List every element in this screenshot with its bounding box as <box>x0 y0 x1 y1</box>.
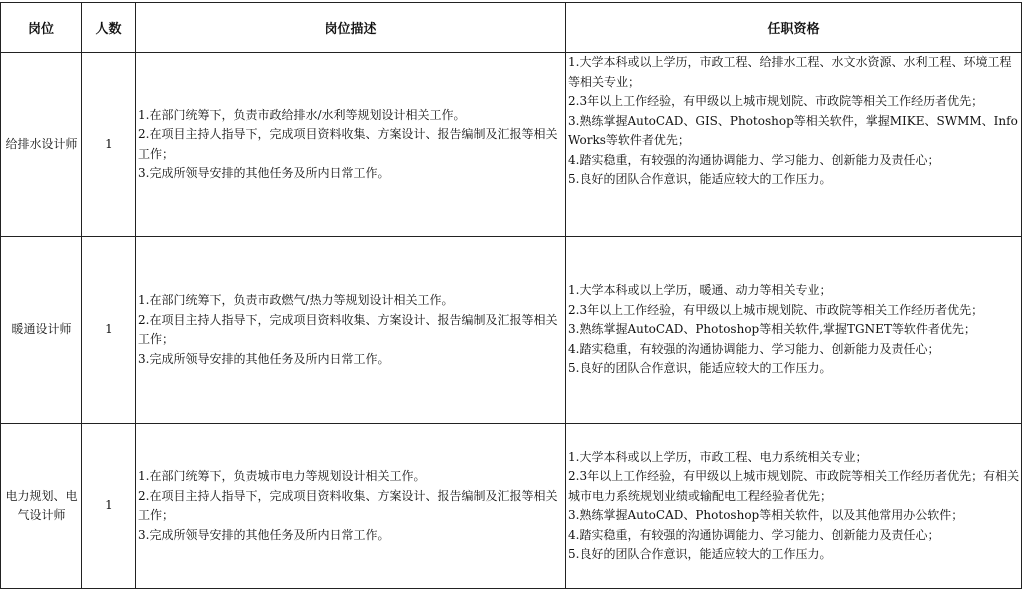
description-cell <box>136 424 566 589</box>
count-cell: 1 <box>82 424 136 589</box>
requirement-line: 3.熟练掌握AutoCAD、Photoshop等相关软件，以及其他常用办公软件； <box>568 508 964 522</box>
description-line: 2.在项目主持人指导下，完成项目资料收集、方案设计、报告编制及汇报等相关工作； <box>138 127 558 161</box>
requirement-line: 3.熟练掌握AutoCAD、Photoshop等相关软件,掌握TGNET等软件者优先； <box>568 322 976 337</box>
description-line: 1.在部门统筹下，负责城市电力等规划设计相关工作。 <box>138 469 426 483</box>
header-count: 人数 <box>82 3 136 53</box>
table-row <box>1 53 1022 237</box>
requirement-line: 4.踏实稳重，有较强的沟通协调能力、学习能力、创新能力及责任心； <box>568 152 940 167</box>
requirement-line: 3.熟练掌握AutoCAD、GIS、Photoshop等相关软件，掌握MIKE、SWMM、InfoWorks等软件者优先； <box>568 113 1018 147</box>
table-row <box>1 424 1022 589</box>
requirement-line: 4.踏实稳重，有较强的沟通协调能力、学习能力、创新能力及责任心； <box>568 527 940 542</box>
description-line: 3.完成所领导安排的其他任务及所内日常工作。 <box>138 527 390 542</box>
requirement-line: 5.良好的团队合作意识，能适应较大的工作压力。 <box>568 547 832 561</box>
job-table <box>0 2 1022 589</box>
requirement-line: 5.良好的团队合作意识，能适应较大的工作压力。 <box>568 361 832 376</box>
count-cell: 1 <box>82 53 136 237</box>
position-cell: 电力规划、电气设计师 <box>1 424 82 589</box>
position-cell: 给排水设计师 <box>1 53 82 237</box>
description-line: 2.在项目主持人指导下，完成项目资料收集、方案设计、报告编制及汇报等相关工作； <box>138 312 558 346</box>
requirement-line: 5.良好的团队合作意识，能适应较大的工作压力。 <box>568 172 832 186</box>
requirements-cell <box>566 53 1022 237</box>
requirement-line: 2.3年以上工作经验，有甲级以上城市规划院、市政院等相关工作经历者优先； <box>568 302 984 317</box>
header-description: 岗位描述 <box>136 3 566 53</box>
description-line: 3.完成所领导安排的其他任务及所内日常工作。 <box>138 351 390 366</box>
description-cell <box>136 237 566 424</box>
header-position: 岗位 <box>1 3 82 53</box>
requirements-cell <box>566 237 1022 424</box>
requirement-line: 2.3年以上工作经验，有甲级以上城市规划院、市政院等相关工作经历者优先；有相关城市电力系统规划业绩或输配电工程经验者优先； <box>568 469 1020 503</box>
count-cell: 1 <box>82 237 136 424</box>
requirements-cell <box>566 424 1022 589</box>
requirement-line: 1.大学本科或以上学历，市政工程、电力系统相关专业； <box>568 449 868 464</box>
table-row <box>1 237 1022 424</box>
description-line: 3.完成所领导安排的其他任务及所内日常工作。 <box>138 166 390 180</box>
description-line: 2.在项目主持人指导下，完成项目资料收集、方案设计、报告编制及汇报等相关工作； <box>138 488 558 522</box>
description-cell <box>136 53 566 237</box>
requirement-line: 1.大学本科或以上学历，市政工程、给排水工程、水文水资源、水利工程、环境工程等相关专业； <box>568 55 1012 89</box>
position-cell: 暖通设计师 <box>1 237 82 424</box>
description-line: 1.在部门统筹下，负责市政给排水/水利等规划设计相关工作。 <box>138 107 466 122</box>
requirement-line: 4.踏实稳重，有较强的沟通协调能力、学习能力、创新能力及责任心； <box>568 341 940 356</box>
requirement-line: 2.3年以上工作经验，有甲级以上城市规划院、市政院等相关工作经历者优先； <box>568 94 984 108</box>
header-row <box>1 3 1022 53</box>
description-line: 1.在部门统筹下，负责市政燃气/热力等规划设计相关工作。 <box>138 293 454 307</box>
requirement-line: 1.大学本科或以上学历，暖通、动力等相关专业； <box>568 283 832 298</box>
header-requirements: 任职资格 <box>566 3 1022 53</box>
